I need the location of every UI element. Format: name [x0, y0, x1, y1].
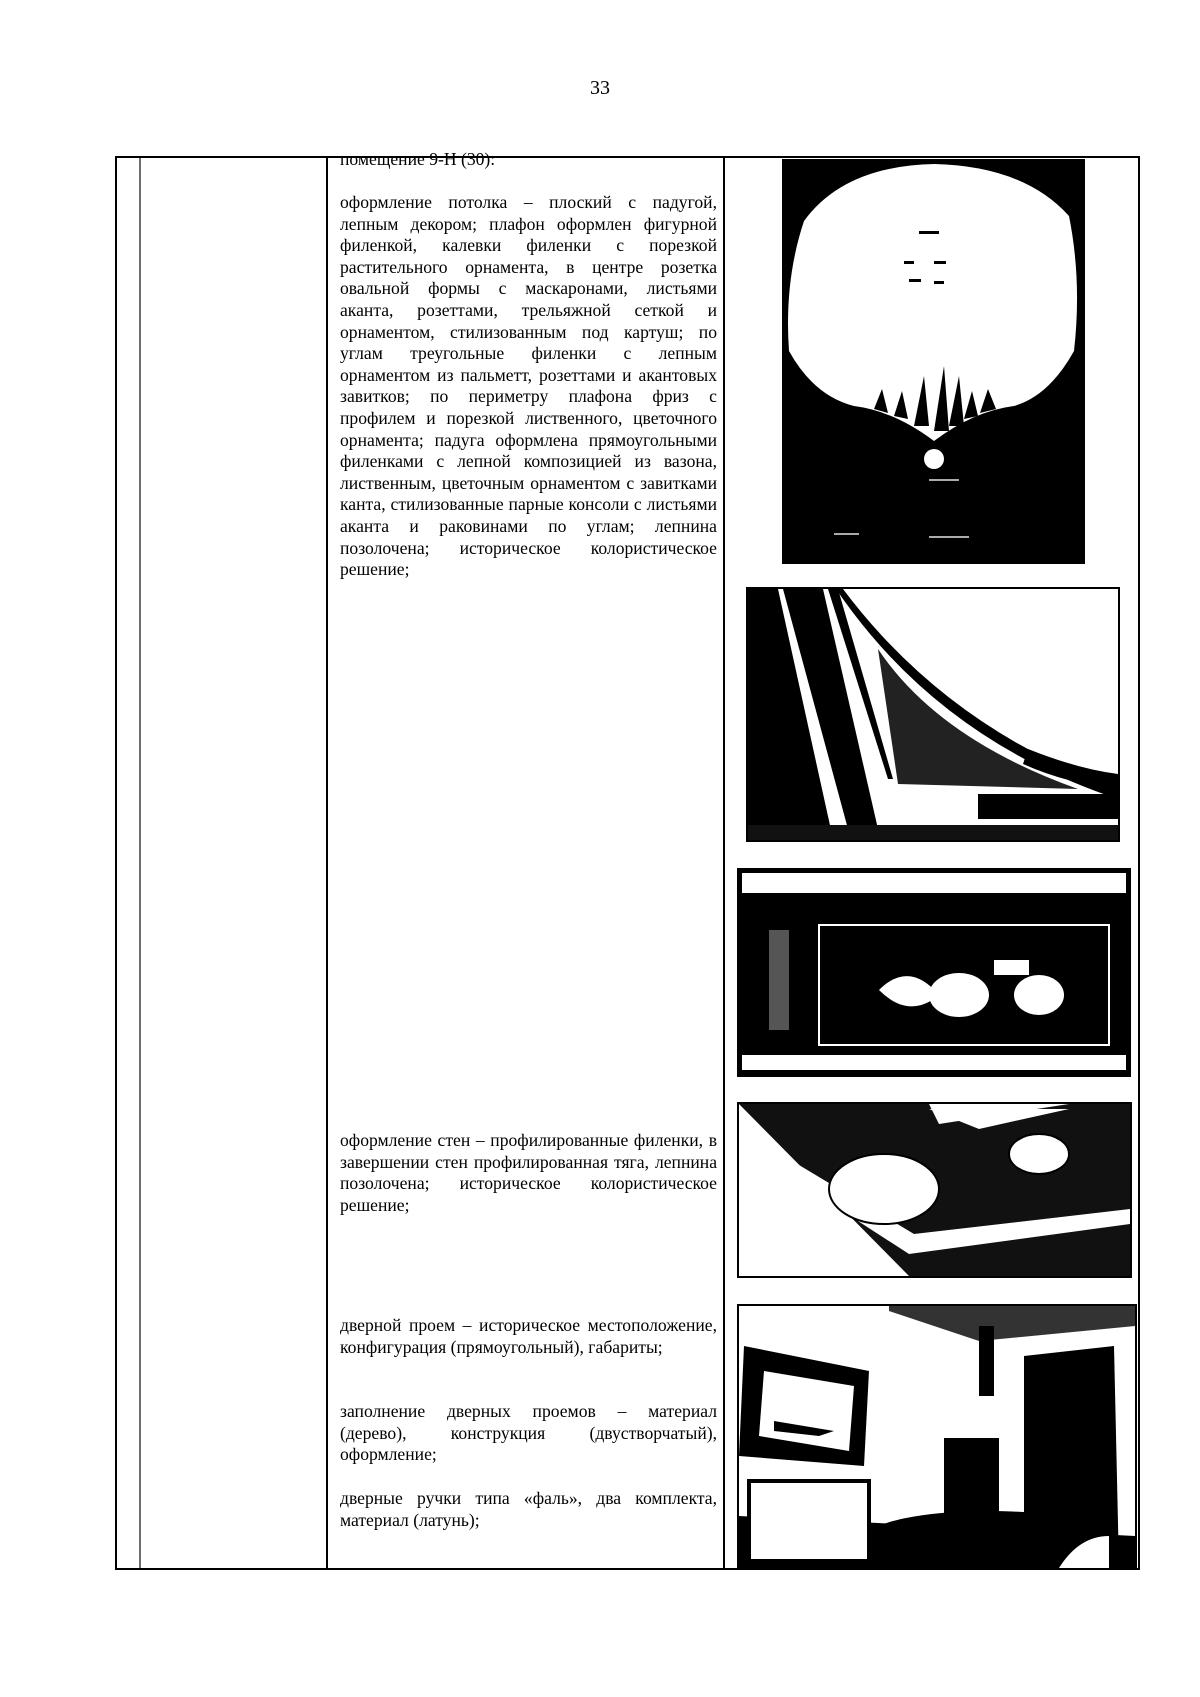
column-divider-3 — [723, 158, 725, 1568]
heritage-table — [115, 149, 1140, 1570]
cove-panel-image — [739, 870, 1129, 1075]
photo-ceiling-plafond — [782, 159, 1085, 564]
walls-description: оформление стен – профилированные филенки, в завершении стен профилированная тяга, лепнина позолочена; историческое колористическое решение; — [340, 1130, 717, 1215]
doorway-description: дверной проем – историческое местоположение, конфигурация (прямоугольный), габариты; — [340, 1315, 717, 1357]
ceiling-corner-image — [748, 589, 1118, 840]
column-divider-2 — [326, 158, 328, 1568]
photo-room-interior — [737, 1304, 1137, 1570]
ceiling-ornament-image — [739, 1104, 1130, 1276]
door-fill-description: заполнение дверных проемов – материал (дерево), конструкция (двустворчатый), оформление; — [340, 1401, 717, 1465]
room-interior-image — [739, 1306, 1135, 1568]
door-handles-description: дверные ручки типа «фаль», два комплекта, материал (латунь); — [340, 1488, 717, 1530]
ceiling-plafond-image — [784, 161, 1083, 562]
photo-ceiling-ornament — [737, 1102, 1132, 1278]
photo-cove-panel — [737, 868, 1131, 1077]
room-title: помещение 9-Н (30): — [340, 149, 496, 169]
photo-ceiling-corner — [746, 587, 1120, 842]
ceiling-description: оформление потолка – плоский с падугой, лепным декором; плафон оформлен фигурной филенкой, калевки филенки с порезкой растительного орнамента, в центре розетка овальной формы с маскаронами, листьями аканта, розеттами, трельяжной сеткой и орнаментом, стилизованным под картуш; по углам треугольные филенки с лепным орнаментом из пальметт, розеттами и акантовых завитков; по периметру плафона фриз с профилем и порезкой лиственного, цветочного орнамента; падуга оформлена прямоугольными филенками с лепной композицией из вазона, лиственным, цветочным орнаментом с завитками канта, стилизованные парные консоли с листьями аканта и раковинами по углам; лепнина позолочена; историческое колористическое решение; — [340, 192, 717, 580]
column-divider-1 — [139, 158, 141, 1568]
page-number: 33 — [590, 77, 610, 99]
